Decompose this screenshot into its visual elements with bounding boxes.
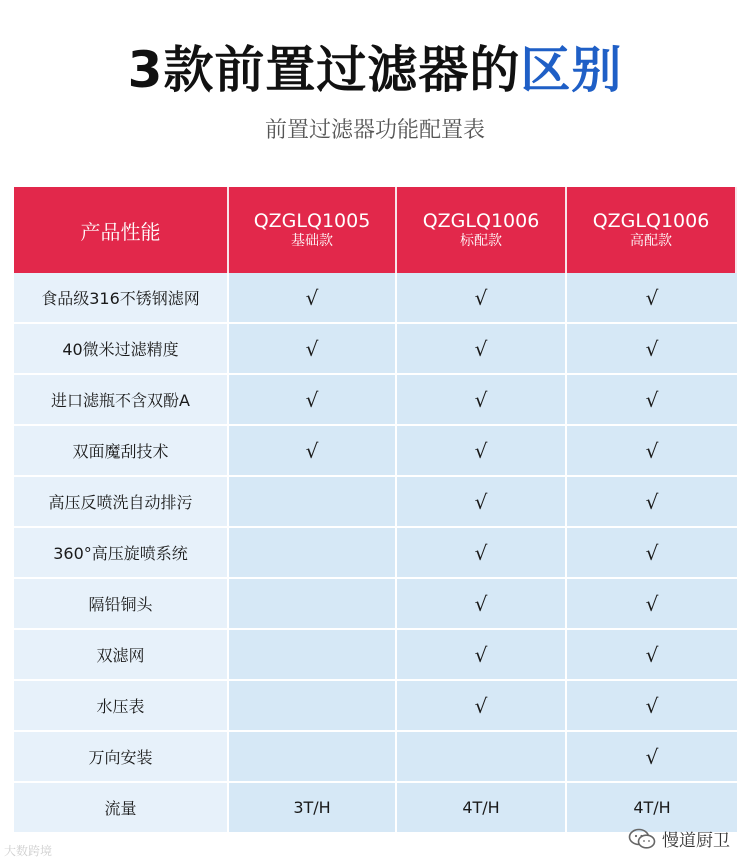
header-feature-label-cell xyxy=(14,187,229,273)
value-cell xyxy=(229,375,397,426)
value-cell xyxy=(397,630,567,681)
model-name: QZGLQ1005 xyxy=(253,210,371,232)
check-mark: √ xyxy=(474,693,488,718)
value-cell xyxy=(567,681,737,732)
value-text: 4T/H xyxy=(633,798,671,817)
value-cell xyxy=(397,732,567,783)
value-cell xyxy=(229,477,397,528)
feature-cell: 360°高压旋喷系统 xyxy=(14,528,229,579)
check-mark: √ xyxy=(305,285,319,310)
check-mark: √ xyxy=(645,285,659,310)
value-cell xyxy=(229,273,397,324)
title-main: 3款前置过滤器的 xyxy=(127,41,521,99)
value-cell xyxy=(229,426,397,477)
page-title xyxy=(0,34,750,106)
feature-cell: 隔铅铜头 xyxy=(14,579,229,630)
value-cell xyxy=(567,375,737,426)
value-cell xyxy=(567,426,737,477)
check-mark: √ xyxy=(474,642,488,667)
config-table xyxy=(14,187,737,834)
watermark-right xyxy=(628,826,730,851)
check-mark: √ xyxy=(645,438,659,463)
feature-cell: 水压表 xyxy=(14,681,229,732)
value-cell xyxy=(397,681,567,732)
value-cell xyxy=(229,528,397,579)
check-mark: √ xyxy=(305,387,319,412)
model-tier: 高配款 xyxy=(630,233,672,249)
model-tier: 标配款 xyxy=(460,233,502,249)
header-model-2 xyxy=(397,187,567,273)
value-cell xyxy=(397,324,567,375)
value-cell xyxy=(397,579,567,630)
value-cell xyxy=(397,273,567,324)
feature-cell: 双面魔刮技术 xyxy=(14,426,229,477)
value-cell xyxy=(397,375,567,426)
value-cell xyxy=(397,783,567,834)
model-name: QZGLQ1006 xyxy=(592,210,710,232)
check-mark: √ xyxy=(305,336,319,361)
header-feature-label: 产品性能 xyxy=(80,219,161,244)
value-cell xyxy=(567,528,737,579)
feature-cell: 流量 xyxy=(14,783,229,834)
value-cell xyxy=(229,681,397,732)
model-tier: 基础款 xyxy=(291,233,333,249)
value-cell xyxy=(397,528,567,579)
check-mark: √ xyxy=(645,336,659,361)
check-mark: √ xyxy=(645,744,659,769)
watermark-left-text: 大数跨境 xyxy=(4,844,53,858)
value-text: 3T/H xyxy=(293,798,331,817)
value-cell xyxy=(229,324,397,375)
watermark-left xyxy=(4,842,52,859)
check-mark: √ xyxy=(474,285,488,310)
check-mark: √ xyxy=(645,489,659,514)
feature-cell: 40微米过滤精度 xyxy=(14,324,229,375)
value-cell xyxy=(567,732,737,783)
watermark-right-text: 慢道厨卫 xyxy=(662,831,730,851)
check-mark: √ xyxy=(474,438,488,463)
check-mark: √ xyxy=(645,693,659,718)
feature-cell: 进口滤瓶不含双酚A xyxy=(14,375,229,426)
check-mark: √ xyxy=(474,336,488,361)
feature-cell: 高压反喷洗自动排污 xyxy=(14,477,229,528)
page-subtitle: 前置过滤器功能配置表 xyxy=(264,118,485,143)
value-cell xyxy=(567,579,737,630)
title-accent: 区别 xyxy=(520,41,623,99)
value-cell xyxy=(567,324,737,375)
check-mark: √ xyxy=(645,387,659,412)
model-name: QZGLQ1006 xyxy=(422,210,540,232)
feature-cell: 食品级316不锈钢滤网 xyxy=(14,273,229,324)
feature-cell: 双滤网 xyxy=(14,630,229,681)
value-cell xyxy=(229,783,397,834)
value-cell xyxy=(567,477,737,528)
value-cell xyxy=(397,477,567,528)
value-cell xyxy=(229,630,397,681)
header-model-3 xyxy=(567,187,737,273)
check-mark: √ xyxy=(474,489,488,514)
value-cell xyxy=(229,579,397,630)
header-model-1 xyxy=(229,187,397,273)
value-text: 4T/H xyxy=(462,798,500,817)
check-mark: √ xyxy=(474,591,488,616)
value-cell xyxy=(567,273,737,324)
wechat-icon xyxy=(628,828,656,850)
check-mark: √ xyxy=(474,540,488,565)
check-mark: √ xyxy=(305,438,319,463)
check-mark: √ xyxy=(645,591,659,616)
check-mark: √ xyxy=(645,642,659,667)
value-cell xyxy=(229,732,397,783)
value-cell xyxy=(567,630,737,681)
value-cell xyxy=(397,426,567,477)
feature-cell: 万向安装 xyxy=(14,732,229,783)
check-mark: √ xyxy=(645,540,659,565)
check-mark: √ xyxy=(474,387,488,412)
